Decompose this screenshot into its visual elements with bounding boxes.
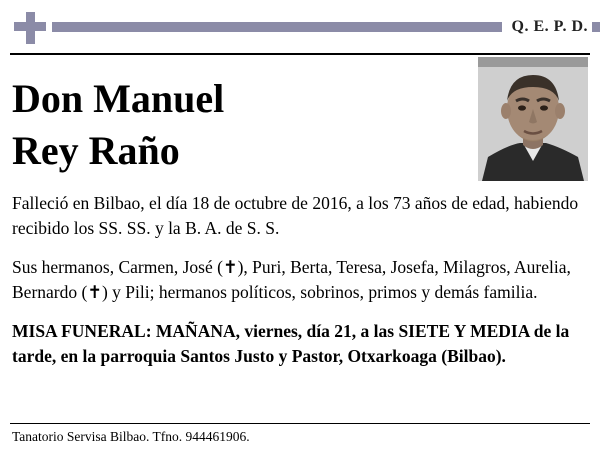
funeral-home-info: Tanatorio Servisa Bilbao. Tfno. 944461906.: [12, 429, 250, 444]
bottom-divider: [10, 423, 590, 424]
cross-horizontal-bar: [14, 22, 46, 31]
name-and-portrait-row: [12, 57, 588, 187]
notice-body: [12, 191, 588, 369]
death-details-paragraph: Falleció en Bilbao, el día 18 de octubre de 2016, a los 73 años de edad, habiendo recibido los SS. SS. y la B. A. de S. S.: [12, 193, 579, 238]
name-line-1: Don Manuel: [12, 76, 225, 121]
cross-icon: [14, 12, 46, 44]
qepd-label: Q. E. P. D.: [502, 14, 592, 40]
notice-header: [0, 0, 600, 50]
top-divider: [10, 53, 590, 55]
page-title: [12, 57, 452, 177]
family-paragraph: Sus hermanos, Carmen, José (✝), Puri, Berta, Teresa, Josefa, Milagros, Aurelia, Bernardo (✝) y Pili; hermanos políticos, sobrinos, primos y demás familia.: [12, 257, 571, 302]
portrait-photo: [478, 57, 588, 181]
notice-main: [0, 57, 600, 454]
name-line-2: Rey Raño: [12, 128, 180, 173]
funeral-mass-paragraph: MISA FUNERAL: MAÑANA, viernes, día 21, a las SIETE Y MEDIA de la tarde, en la parroquia Santos Justo y Pastor, Otxarkoaga (Bilbao).: [12, 321, 570, 366]
